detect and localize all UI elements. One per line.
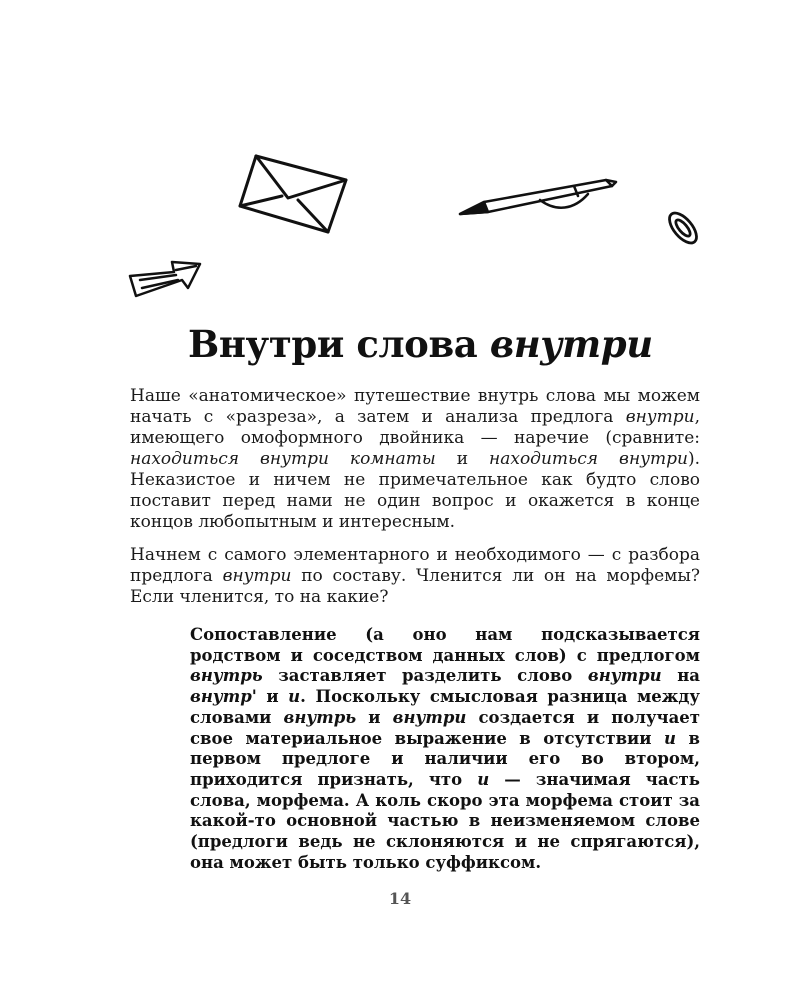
italic-run: внутри <box>222 566 292 586</box>
page-number: 14 <box>388 889 412 908</box>
italic-run: внутри <box>625 407 695 427</box>
text-run: , имеющего омоформного двойника — наречие (сравните: <box>130 407 700 448</box>
paperclip-icon <box>660 205 706 251</box>
italic-run: и <box>288 687 301 707</box>
text-run: в первом предлоге и наличии его во втором, приходится признать, что <box>190 728 700 789</box>
text-run: по составу. Членится ли он на морфемы? Если членится, то на какие? <box>130 566 700 607</box>
text-run: заставляет разделить слово <box>262 666 588 686</box>
italic-run: находиться внутри <box>489 449 688 469</box>
text-run: — значимая часть слова, морфема. А коль скоро эта морфема стоит за какой-то основной частью в неизменяемом слове (предлоги ведь не склоняются и не спрягаются), она может быть только суффиксом. <box>190 769 700 872</box>
text-run: ). Неказистое и ничем не примечательное как будто слово поставит перед нами не один вопрос и окажется в конце концов любопытным и интересным. <box>130 449 701 532</box>
envelope-icon <box>236 150 352 236</box>
italic-run: внутрь <box>190 666 263 686</box>
text-run: создается и получает свое материальное выражение в отсутствии <box>190 707 700 748</box>
italic-run: внутри <box>587 666 662 686</box>
italic-run: внутр' <box>190 687 257 707</box>
text-run: на <box>661 666 701 686</box>
italic-run: и <box>664 728 677 748</box>
italic-run: внутрь <box>283 707 357 727</box>
text-run: Наше «анатомическое» путешествие внутрь слова мы можем начать с «разреза», а затем и анализа предлога <box>130 386 700 427</box>
italic-run: находиться внутри комнаты <box>130 449 436 469</box>
italic-run: и <box>477 769 490 789</box>
text-run: и <box>435 449 490 469</box>
heading-italic-word: внутри <box>489 322 653 366</box>
heading-text: Внутри слова <box>188 322 490 366</box>
italic-run: внутри <box>392 707 467 727</box>
text-run: Начнем с самого элементарного и необходимого — с разбора предлога <box>130 545 700 586</box>
text-run: и <box>356 707 393 727</box>
chapter-heading <box>188 322 653 366</box>
explanation-block <box>190 625 700 873</box>
paragraph-2 <box>130 545 700 608</box>
text-run: . Поскольку смысловая разница между словами <box>190 687 700 727</box>
text-run: Сопоставление (а оно нам подсказывается родством и соседством данных слов) с предлогом <box>190 625 700 665</box>
arrow-icon <box>126 258 204 300</box>
pen-icon <box>456 172 622 224</box>
paragraph-1 <box>130 386 700 533</box>
text-run: и <box>256 687 289 707</box>
